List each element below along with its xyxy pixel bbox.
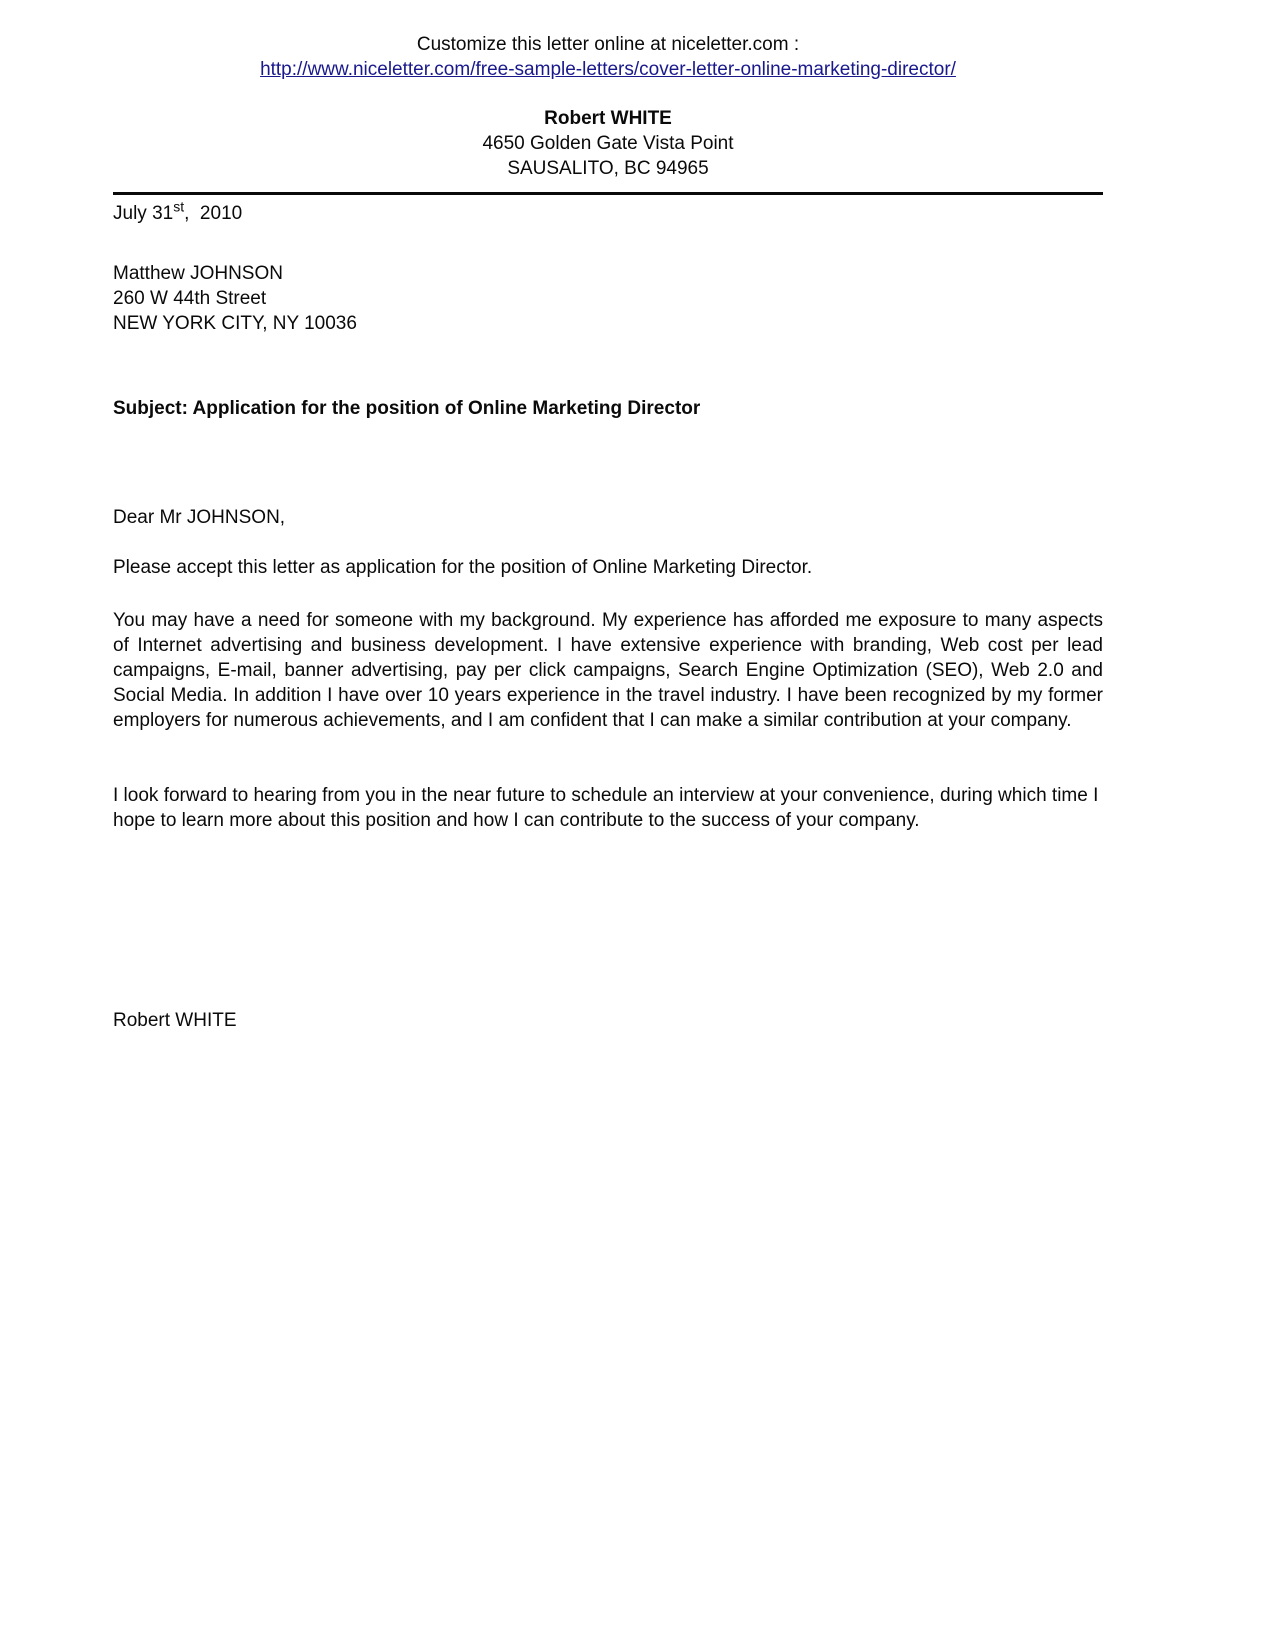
date-line	[113, 198, 1103, 226]
sender-block	[113, 106, 1103, 181]
sender-address-line2: SAUSALITO, BC 94965	[507, 158, 709, 179]
recipient-name: Matthew JOHNSON	[113, 263, 283, 284]
body-paragraph-3: I look forward to hearing from you in the near future to schedule an interview at your convenience, during which time I hope to learn more about this position and how I can contribute to the success of your company.	[113, 785, 1099, 831]
recipient-address-line2: NEW YORK CITY, NY 10036	[113, 313, 357, 334]
customize-note	[113, 32, 1103, 82]
date-rest: , 2010	[184, 203, 243, 224]
sender-name: Robert WHITE	[544, 108, 672, 129]
header-divider	[113, 192, 1103, 195]
salutation: Dear Mr JOHNSON,	[113, 507, 286, 528]
customize-note-text: Customize this letter online at niceletter.com :	[416, 34, 800, 55]
recipient-address-line1: 260 W 44th Street	[113, 288, 267, 309]
date-ordinal: st	[173, 198, 185, 215]
subject-line: Subject: Application for the position of Online Marketing Director	[113, 398, 701, 419]
body-paragraph-2: You may have a need for someone with my background. My experience has afforded me exposure to many aspects of Internet advertising and business development. I have extensive experience with branding, Web cost per lead campaigns, E-mail, banner advertising, pay per click campaigns, Search Engine Optimization (SEO), Web 2.0 and Social Media. In addition I have over 10 years experience in the travel industry. I have been recognized by my former employers for numerous achievements, and I am confident that I can make a similar contribution at your company.	[113, 610, 1103, 731]
sender-address-line1: 4650 Golden Gate Vista Point	[482, 133, 734, 154]
recipient-block	[113, 261, 1103, 336]
customize-link[interactable]: http://www.niceletter.com/free-sample-letters/cover-letter-online-marketing-director/	[260, 59, 956, 80]
date-prefix: July 31	[113, 203, 174, 224]
signature-name: Robert WHITE	[113, 1010, 237, 1031]
body-paragraph-1: Please accept this letter as application for the position of Online Marketing Director.	[113, 557, 813, 578]
